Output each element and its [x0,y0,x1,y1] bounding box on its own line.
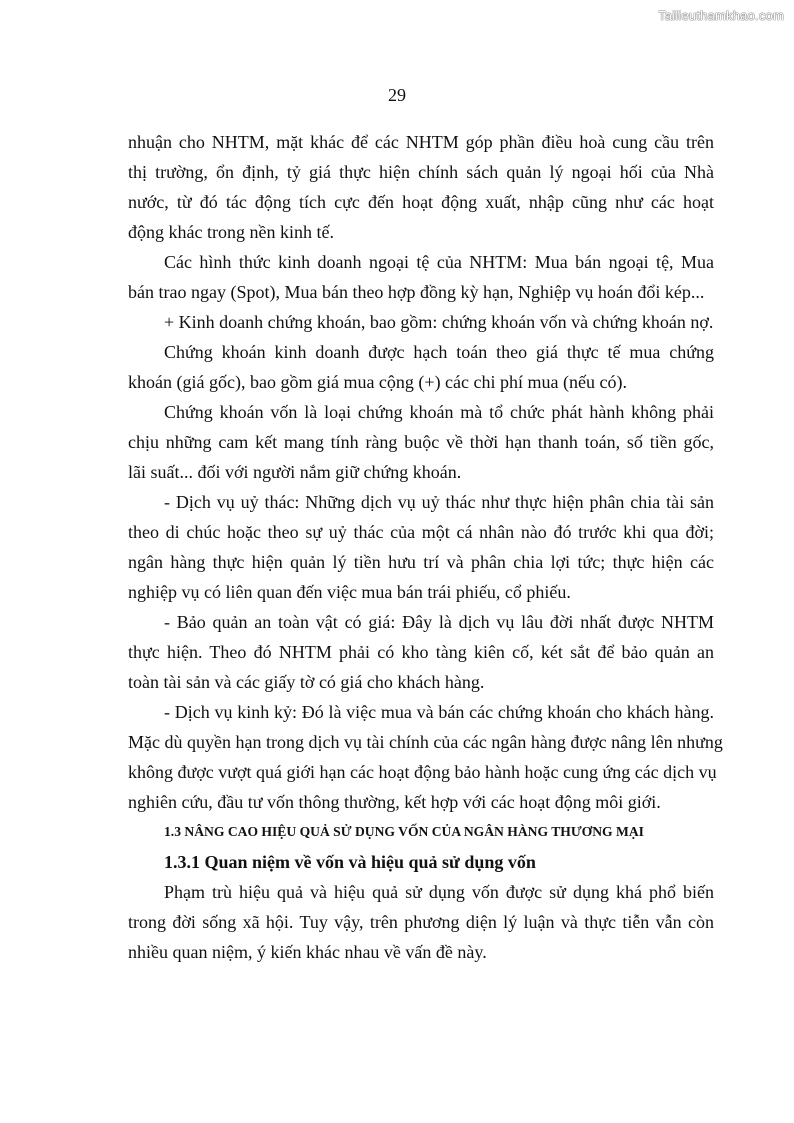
text-line: nước, từ đó tác động tích cực đến hoạt động xuất, nhập cũng như các hoạt [128,192,714,212]
text-line: thực hiện. Theo đó NHTM phải có kho tàng kiên cố, két sắt để bảo quản an [128,642,714,662]
text-line: ngân hàng thực hiện quản lý tiền hưu trí và phân chia lợi tức; thực hiện các [128,552,714,572]
paragraph [128,607,714,697]
subsection-heading: 1.3.1 Quan niệm về vốn và hiệu quả sử dụng vốn [164,852,536,872]
text-line: động khác trong nền kinh tế. [128,222,334,242]
text-line: khoán (giá gốc), bao gồm giá mua cộng (+) các chi phí mua (nếu có). [128,372,627,392]
text-line: chịu những cam kết mang tính ràng buộc về thời hạn thanh toán, số tiền gốc, [128,432,714,452]
text-line: - Dịch vụ kinh kỷ: Đó là việc mua và bán các chứng khoán cho khách hàng. [164,702,714,722]
paragraph [128,337,714,397]
text-line: thị trường, ổn định, tỷ giá thực hiện chính sách quản lý ngoại hối của Nhà [128,162,714,182]
text-line: Phạm trù hiệu quả và hiệu quả sử dụng vốn được sử dụng khá phổ biến [164,882,714,902]
text-line: Mặc dù quyền hạn trong dịch vụ tài chính của các ngân hàng được nâng lên nhưng [128,732,723,752]
text-line: bán trao ngay (Spot), Mua bán theo hợp đồng kỳ hạn, Nghiệp vụ hoán đổi kép... [128,282,705,302]
text-line: Các hình thức kinh doanh ngoại tệ của NHTM: Mua bán ngoại tệ, Mua [164,252,714,272]
section-heading: 1.3 NÂNG CAO HIỆU QUẢ SỬ DỤNG VỐN CỦA NGÂN HÀNG THƯƠNG MẠI [164,824,644,839]
watermark: Tailieuthamkhao.com [658,8,784,23]
text-line: theo di chúc hoặc theo sự uỷ thác của một cá nhân nào đó trước khi qua đời; [128,522,714,542]
text-line: Chứng khoán kinh doanh được hạch toán theo giá thực tế mua chứng [164,342,714,362]
paragraph [128,307,714,337]
page-number: 29 [388,85,406,105]
text-line: - Bảo quản an toàn vật có giá: Đây là dịch vụ lâu đời nhất được NHTM [164,612,714,632]
text-line: nhiều quan niệm, ý kiến khác nhau về vấn đề này. [128,942,487,962]
text-line: nghiên cứu, đầu tư vốn thông thường, kết hợp với các hoạt động môi giới. [128,792,661,812]
paragraph [128,397,714,487]
text-line: - Dịch vụ uỷ thác: Những dịch vụ uỷ thác như thực hiện phân chia tài sản [164,492,714,512]
paragraph [128,487,714,607]
paragraph [128,127,714,247]
text-line: nghiệp vụ có liên quan đến việc mua bán trái phiếu, cổ phiếu. [128,582,571,602]
text-line: trong đời sống xã hội. Tuy vậy, trên phương diện lý luận và thực tiễn vẫn còn [128,912,714,932]
paragraph [128,247,714,307]
text-line: toàn tài sản và các giấy tờ có giá cho khách hàng. [128,672,485,692]
text-line: không được vượt quá giới hạn các hoạt động bảo hành hoặc cung ứng các dịch vụ [128,762,717,782]
text-line: Chứng khoán vốn là loại chứng khoán mà tổ chức phát hành không phải [164,402,714,422]
text-line: nhuận cho NHTM, mặt khác để các NHTM góp phần điều hoà cung cầu trên [128,132,714,152]
text-line: + Kinh doanh chứng khoán, bao gồm: chứng khoán vốn và chứng khoán nợ. [164,312,714,332]
text-line: lãi suất... đối với người nắm giữ chứng khoán. [128,462,462,482]
paragraph [128,697,723,817]
page-body [128,127,723,967]
paragraph [128,877,714,967]
